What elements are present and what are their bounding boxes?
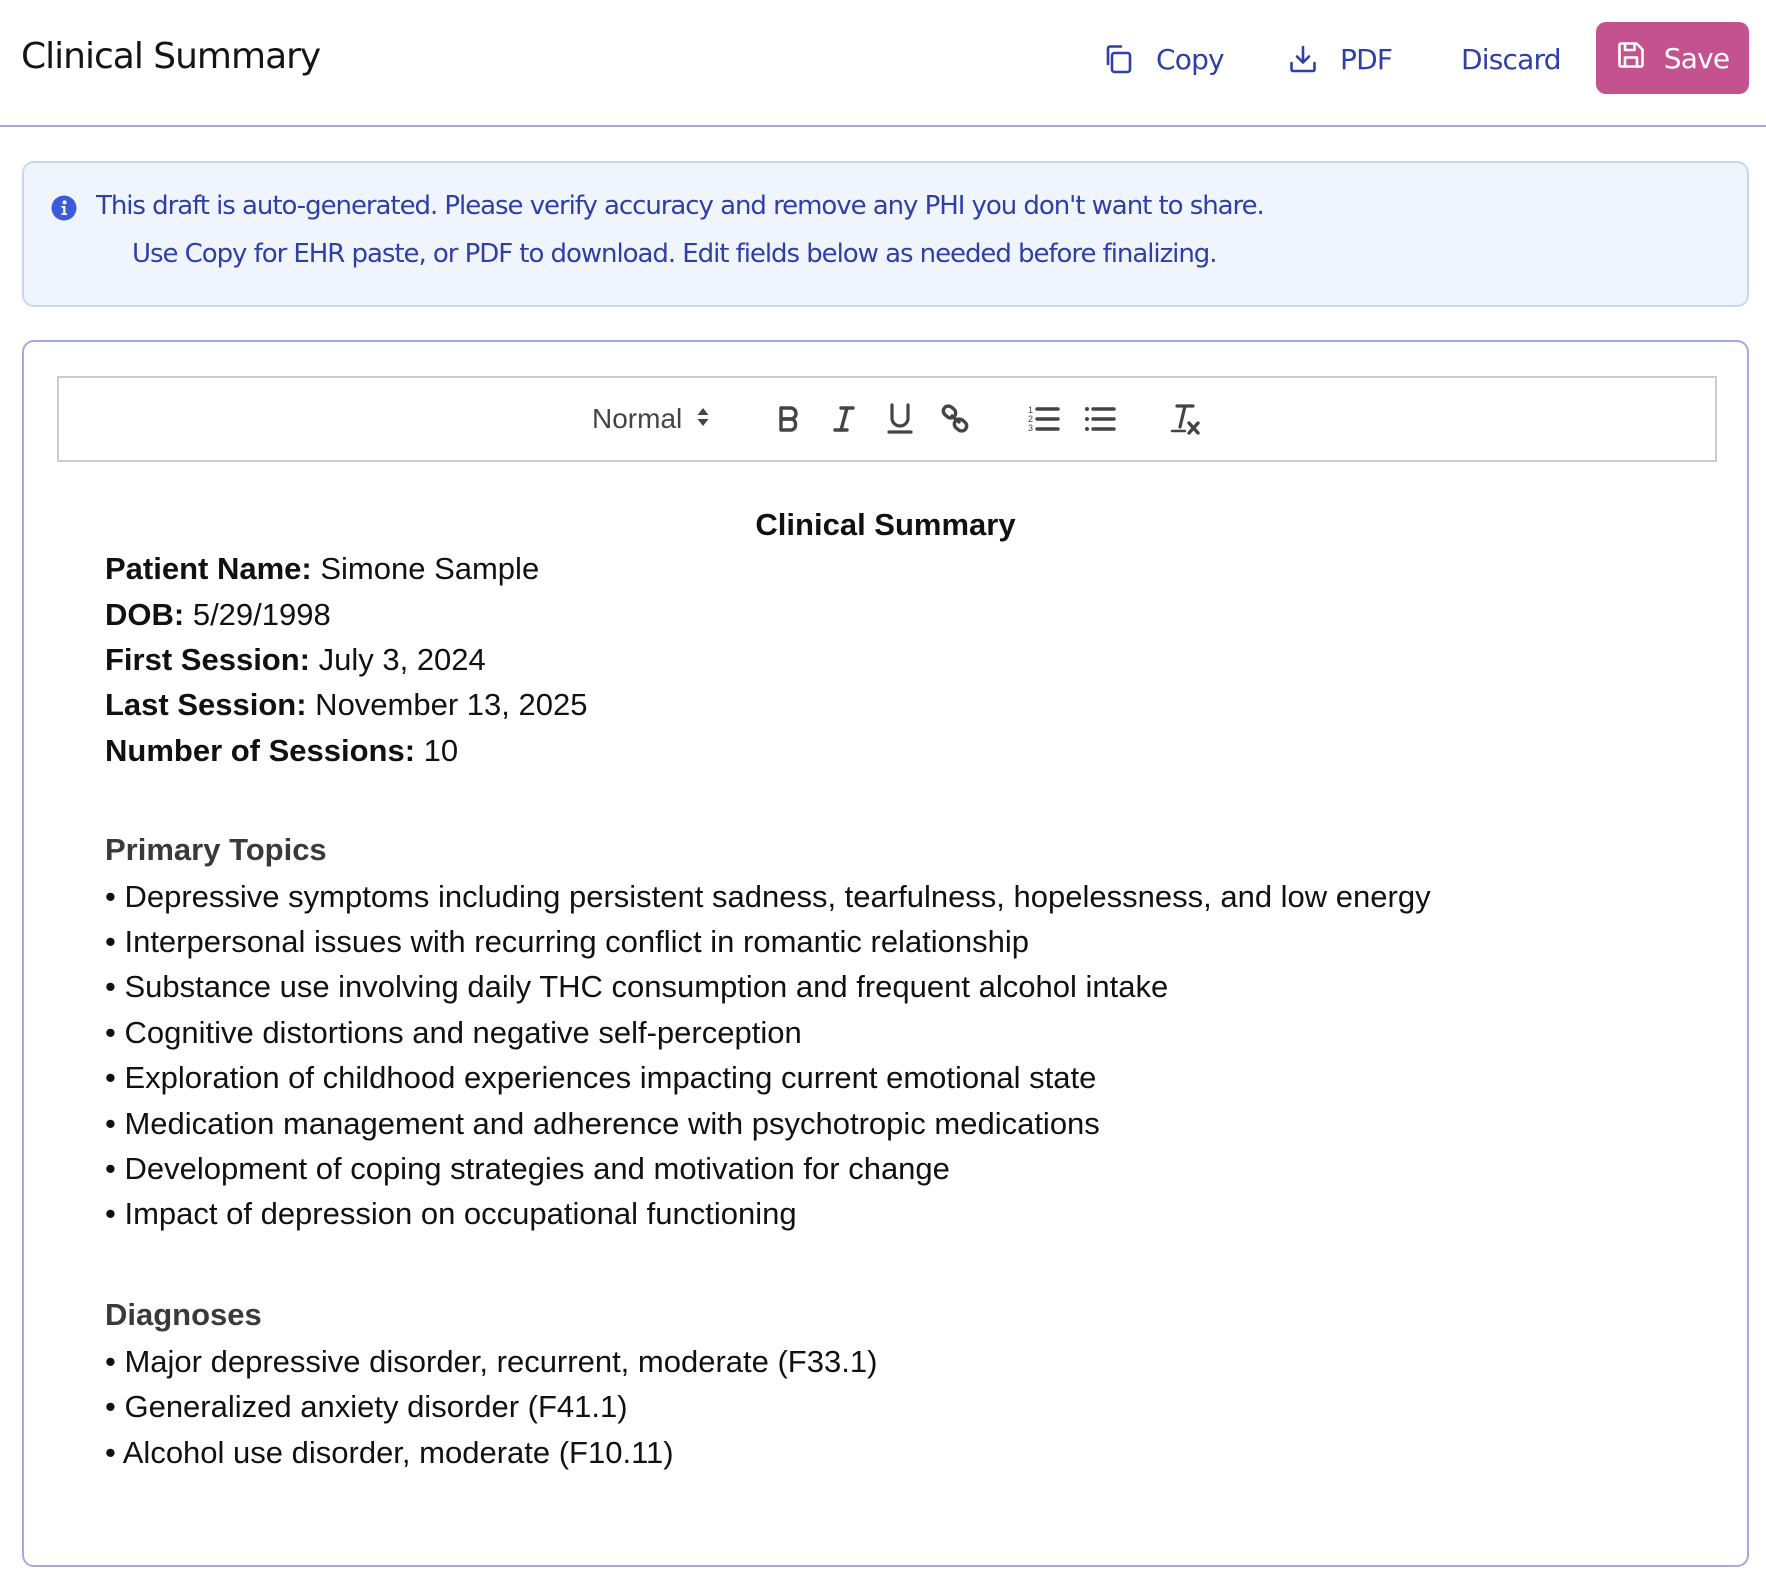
- editor-toolbar: [57, 376, 1717, 462]
- list-item: • Interpersonal issues with recurring conflict in romantic relationship: [105, 924, 1030, 959]
- ordered-list-button[interactable]: [1027, 378, 1061, 460]
- editor-card: [22, 340, 1749, 1567]
- list-item: • Generalized anxiety disorder (F41.1): [105, 1389, 628, 1424]
- field-dob: [105, 597, 331, 633]
- bullet-list-button[interactable]: [1083, 378, 1117, 460]
- bold-icon: [776, 405, 802, 433]
- info-banner: [22, 161, 1749, 307]
- field-value: November 13, 2025: [306, 687, 588, 722]
- list-item: • Depressive symptoms including persistent sadness, tearfulness, hopelessness, and low energy: [105, 879, 1431, 914]
- info-icon: [51, 195, 77, 221]
- bold-button[interactable]: [772, 378, 806, 460]
- field-value: July 3, 2024: [310, 642, 486, 677]
- italic-button[interactable]: [827, 378, 861, 460]
- updown-arrows-icon: [696, 403, 710, 435]
- field-patient-name: [105, 551, 539, 587]
- list-item: • Cognitive distortions and negative self-perception: [105, 1015, 802, 1050]
- field-label: First Session:: [105, 642, 310, 677]
- field-label: Patient Name:: [105, 551, 312, 586]
- list-item: • Substance use involving daily THC consumption and frequent alcohol intake: [105, 969, 1169, 1004]
- field-value: 5/29/1998: [184, 597, 331, 632]
- section-heading-diagnoses: Diagnoses: [105, 1297, 262, 1332]
- italic-icon: [831, 405, 857, 433]
- field-label: DOB:: [105, 597, 185, 632]
- banner-message-line-1: This draft is auto-generated. Please verify accuracy and remove any PHI you don't want to share.: [96, 191, 1264, 221]
- format-select-value: Normal: [592, 403, 683, 434]
- banner-message-line-2: Use Copy for EHR paste, or PDF to download. Edit fields below as needed before finalizing.: [132, 239, 1217, 269]
- field-value: Simone Sample: [311, 551, 540, 586]
- list-item: • Exploration of childhood experiences impacting current emotional state: [105, 1060, 1097, 1095]
- field-last-session: [105, 687, 587, 723]
- copy-icon: [1102, 43, 1134, 75]
- list-item: • Major depressive disorder, recurrent, moderate (F33.1): [105, 1344, 878, 1379]
- page-title: Clinical Summary: [21, 36, 321, 77]
- field-first-session: [105, 642, 486, 678]
- format-select[interactable]: [592, 378, 710, 460]
- svg-text:1: 1: [1028, 405, 1034, 415]
- svg-text:2: 2: [1028, 414, 1034, 424]
- bullet-list-icon: [1084, 404, 1116, 434]
- list-item: • Development of coping strategies and motivation for change: [105, 1151, 950, 1186]
- copy-button[interactable]: [1102, 28, 1224, 90]
- list-item: • Medication management and adherence with psychotropic medications: [105, 1106, 1100, 1141]
- field-number-of-sessions: [105, 733, 458, 769]
- field-label: Last Session:: [105, 687, 307, 722]
- link-button[interactable]: [939, 378, 973, 460]
- pdf-download-button[interactable]: [1288, 28, 1392, 90]
- copy-label: Copy: [1156, 42, 1224, 76]
- page-header: [0, 0, 1766, 127]
- list-item: • Alcohol use disorder, moderate (F10.11): [105, 1435, 674, 1470]
- pdf-label: PDF: [1340, 42, 1393, 76]
- clear-formatting-icon: [1169, 402, 1203, 436]
- ordered-list-icon: [1028, 404, 1060, 434]
- floppy-disk-icon: [1616, 40, 1646, 77]
- save-button[interactable]: [1596, 22, 1749, 94]
- section-heading-primary-topics: Primary Topics: [105, 832, 327, 867]
- field-value: 10: [415, 733, 459, 768]
- save-label: Save: [1663, 41, 1730, 75]
- discard-button[interactable]: Discard: [1461, 28, 1561, 90]
- download-icon: [1288, 44, 1318, 74]
- svg-text:3: 3: [1028, 423, 1034, 433]
- list-item: • Impact of depression on occupational functioning: [105, 1196, 797, 1231]
- field-label: Number of Sessions:: [105, 733, 416, 768]
- document-title: Clinical Summary: [755, 507, 1016, 542]
- link-icon: [940, 403, 972, 435]
- clear-formatting-button[interactable]: [1169, 378, 1203, 460]
- underline-icon: [886, 403, 914, 435]
- underline-button[interactable]: [883, 378, 917, 460]
